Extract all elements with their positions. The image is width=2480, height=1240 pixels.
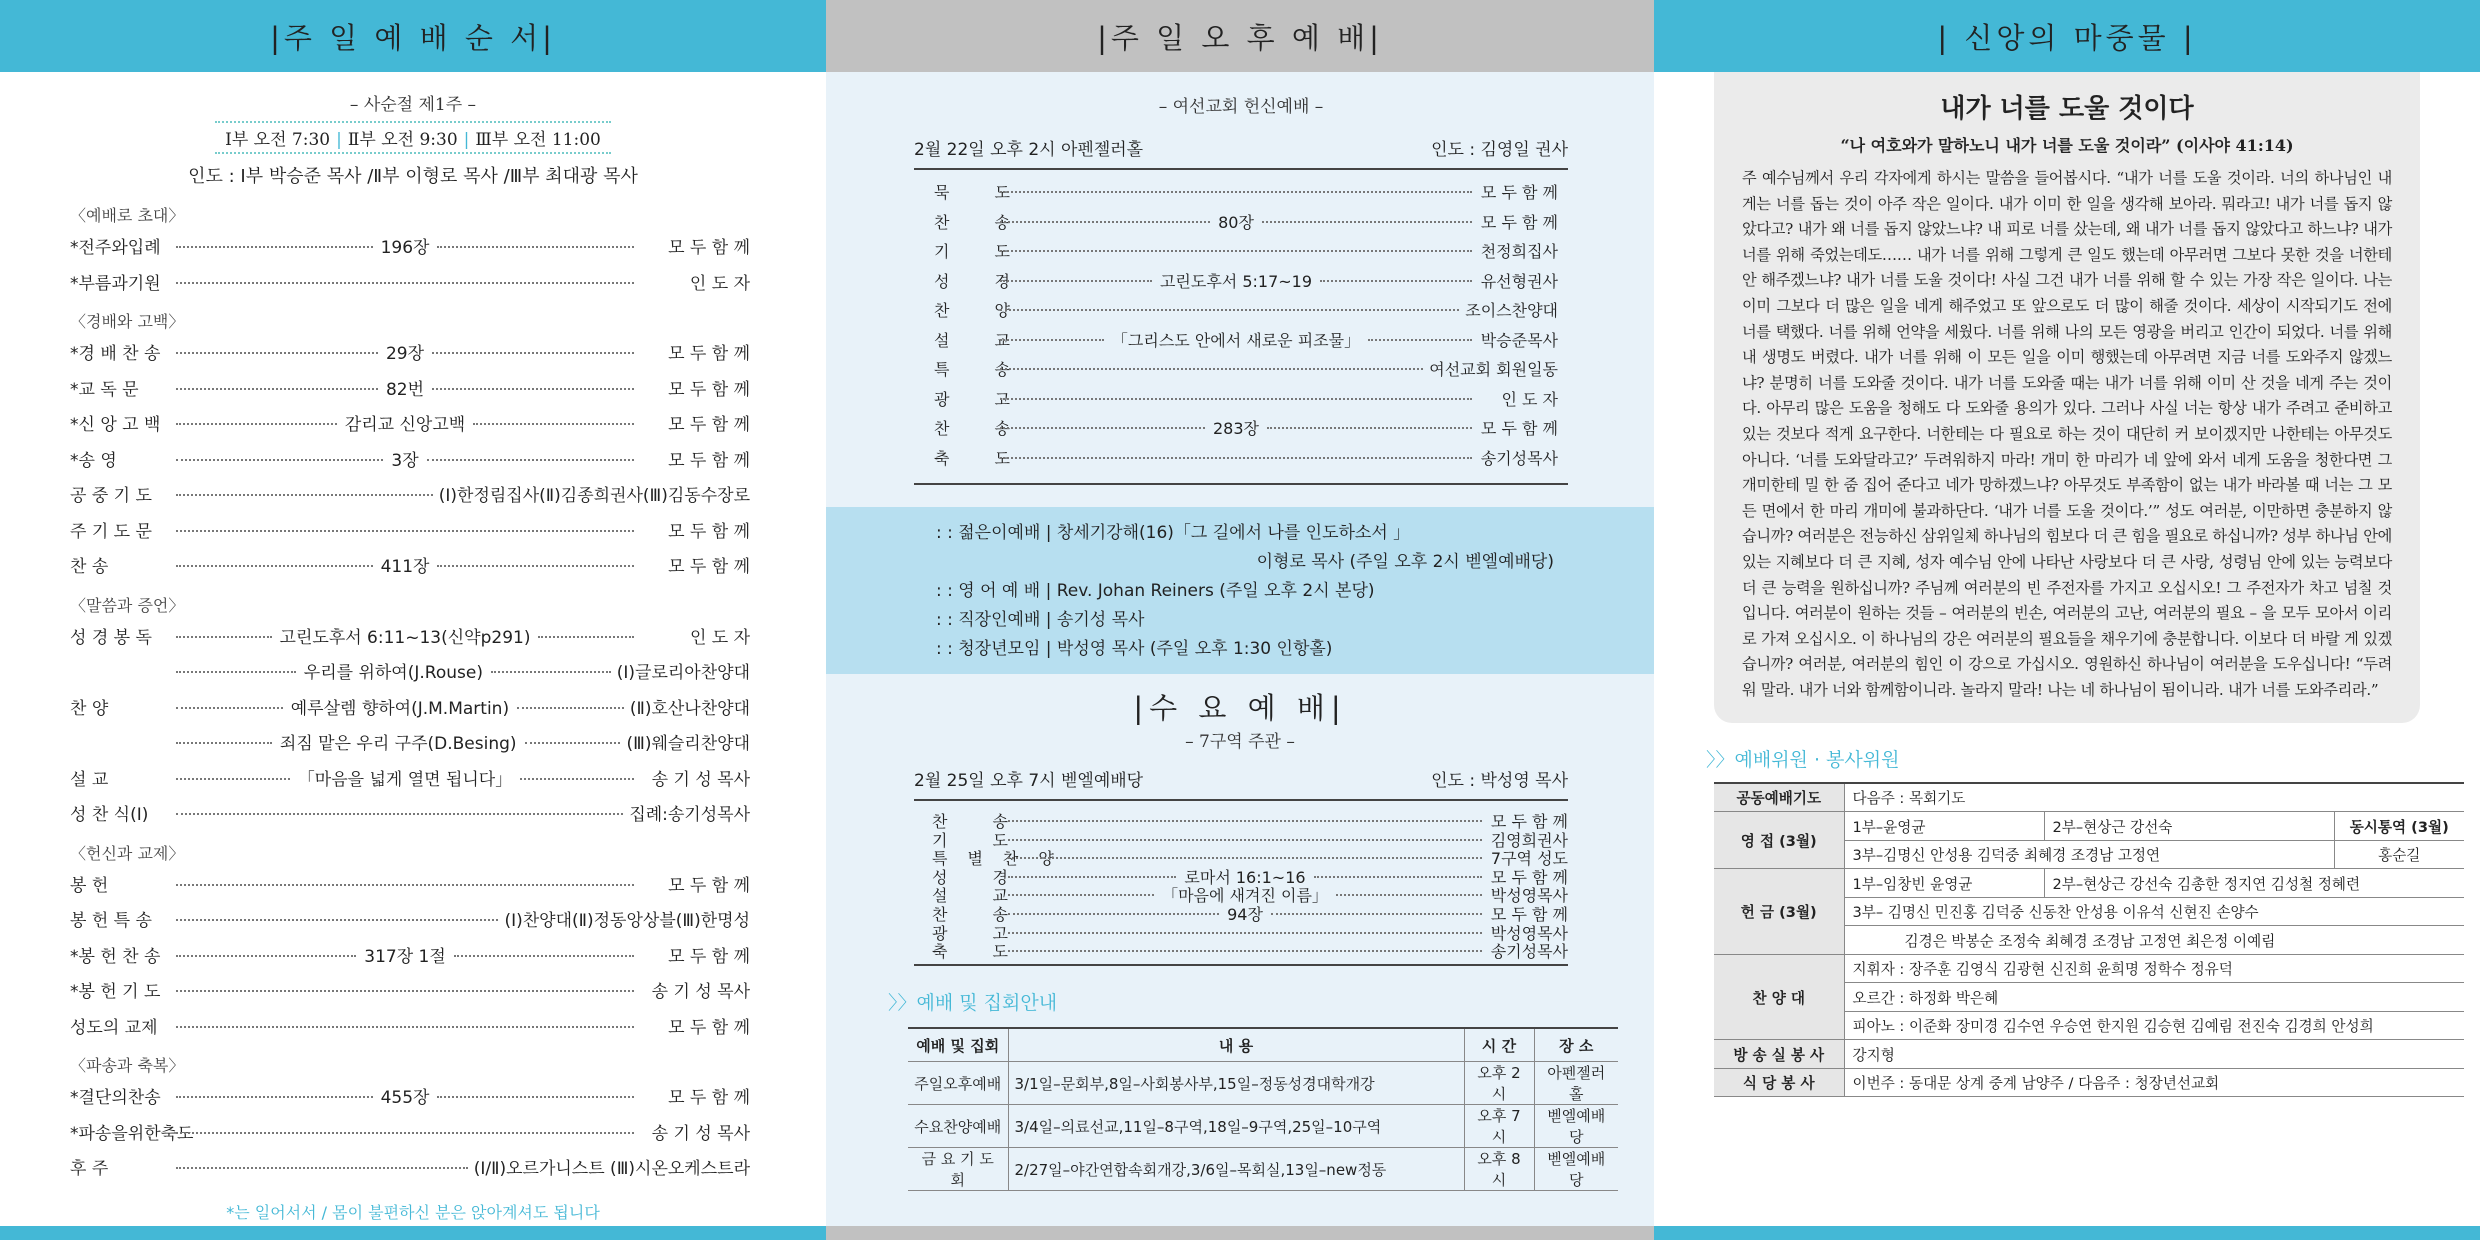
staff-section-title: 〉〉예배위원 · 봉사위원 — [1706, 749, 1900, 772]
dot-leader — [454, 955, 634, 957]
order-item-name: 기 도 — [932, 830, 1028, 850]
order-item-detail: 고린도후서 6:11~13(신약p291) — [279, 627, 531, 648]
order-item-name: 성 경 — [934, 271, 1030, 291]
order-item-person: 모 두 함 께 — [668, 344, 750, 364]
order-item-name: 기 도 — [934, 242, 1030, 261]
table-cell: 이번주 : 동대문 상계 중계 남양주 / 다음주 : 청장년선교회 — [1844, 1068, 2464, 1097]
dot-leader — [1000, 427, 1205, 429]
separator: | — [336, 130, 342, 150]
dot-leader — [176, 1132, 634, 1134]
service-time: Ⅰ부 오전 7:30 — [225, 130, 331, 150]
order-item-name: 설 교 — [934, 330, 1030, 350]
order-row — [70, 623, 750, 659]
order-item-person: (Ⅰ/Ⅱ)오르가니스트 (Ⅲ)시온오케스트라 — [473, 1159, 750, 1179]
table-row — [1714, 812, 2464, 841]
order-item-person: 모 두 함 께 — [668, 238, 750, 258]
table-cell: 오후 2시 — [1464, 1062, 1534, 1105]
dot-leader — [1000, 368, 1423, 370]
order-item-name: 찬 송 — [70, 557, 109, 577]
order-item-person: 모 두 함 께 — [668, 521, 750, 542]
service-date: 2월 22일 오후 2시 아펜젤러홀 — [914, 140, 1144, 160]
order-item-person: 송 기 성 목사 — [651, 1123, 750, 1144]
order-item-detail: 고린도후서 5:17~19 — [1159, 271, 1313, 291]
dot-leader — [176, 388, 378, 390]
table-row — [908, 1148, 1618, 1191]
meetings-table — [908, 1027, 1618, 1192]
order-item-detail: 3장 — [391, 450, 419, 471]
dot-leader — [176, 955, 356, 957]
order-item-detail: 로마서 16:1~16 — [1184, 867, 1306, 887]
order-item-person: (Ⅰ)한정림집사(Ⅱ)김종희권사(Ⅲ)김동수장로 — [438, 486, 750, 506]
devotional-title: 내가 너를 도울 것이다 — [1940, 94, 2194, 124]
table-cell: 강지형 — [1844, 1040, 2464, 1069]
order-row — [70, 977, 750, 1013]
order-row — [934, 416, 1558, 446]
panel-header: | 신앙의 마중물 | — [1654, 0, 2480, 72]
order-item-name: 찬 송 — [934, 419, 1030, 438]
order-item-person: 모 두 함 께 — [1480, 419, 1558, 438]
dot-leader — [176, 813, 623, 815]
dot-leader — [1271, 913, 1482, 915]
order-row — [70, 410, 750, 446]
table-cell: 3부– 김명신 민진홍 김덕중 신동찬 안성용 이유석 신현진 손양수 — [1844, 897, 2464, 926]
order-item-person: 모 두 함 께 — [668, 1088, 750, 1108]
order-row — [934, 387, 1558, 417]
dot-leader — [1000, 398, 1472, 400]
dot-leader — [176, 1026, 634, 1028]
order-row — [932, 828, 1568, 850]
table-cell: 벧엘예배당 — [1534, 1148, 1618, 1191]
order-item-person: 모 두 함 께 — [668, 415, 751, 435]
table-cell: 3부–김명신 안성용 김덕중 최혜경 조경남 고정연 — [1844, 840, 2334, 869]
order-row — [934, 298, 1558, 328]
table-header: 장 소 — [1534, 1028, 1618, 1062]
wednesday-date: 2월 25일 오후 7시 벧엘예배당 — [914, 771, 1144, 791]
order-item-person: 박성영목사 — [1490, 923, 1568, 943]
order-item-name: *전주와입례 — [70, 238, 161, 258]
order-row — [70, 517, 750, 553]
service-times — [215, 121, 611, 154]
table-cell: 3/4일–의료선교,11일–8구역,18일–9구역,25일–10구역 — [1008, 1105, 1464, 1148]
dot-leader — [491, 671, 611, 673]
table-cell: 2부–현상근 강선숙 — [2044, 812, 2334, 841]
table-cell: 2/27일–야간연합속회개강,3/6일–목회실,13일–new정동 — [1008, 1148, 1464, 1191]
order-row — [70, 1119, 750, 1155]
order-item-person: 모 두 함 께 — [668, 875, 750, 896]
order-item-name: 성도의 교제 — [70, 1017, 158, 1038]
order-item-name: *송 영 — [70, 450, 117, 471]
dot-leader — [1000, 191, 1472, 193]
order-item-person: (Ⅰ)글로리아찬양대 — [616, 663, 750, 683]
order-item-name: *결단의찬송 — [70, 1088, 161, 1108]
dot-leader — [1000, 339, 1104, 341]
order-item-name: 설 교 — [70, 769, 109, 790]
order-item-name: 봉 헌 — [70, 875, 109, 896]
table-cell: 1부–임창빈 윤영균 — [1844, 869, 2044, 898]
afternoon-order-list — [914, 170, 1568, 485]
dot-leader — [176, 707, 283, 709]
wednesday-order-list — [914, 801, 1568, 966]
order-item-name: 성 찬 식(Ⅰ) — [70, 805, 149, 825]
dot-leader — [176, 919, 498, 921]
order-item-person: 모 두 함 께 — [668, 557, 750, 577]
season-label: – 사순절 제1주 – — [349, 95, 477, 115]
wednesday-info — [914, 766, 1568, 801]
order-row — [934, 328, 1558, 358]
order-item-name: 공 중 기 도 — [70, 486, 152, 506]
order-item-person: (Ⅲ)웨슬리찬양대 — [626, 734, 750, 754]
dot-leader — [1000, 250, 1472, 252]
wednesday-subtitle: – 7구역 주관 – — [1185, 732, 1295, 752]
order-item-name: 설 교 — [932, 886, 1028, 906]
table-cell: 오후 8시 — [1464, 1148, 1534, 1191]
order-item-person: 여선교회 회원일동 — [1429, 360, 1558, 379]
order-row — [70, 1154, 750, 1190]
order-item-person: 모 두 함 께 — [668, 1017, 750, 1038]
footer-bar — [0, 1226, 826, 1240]
table-cell: 오후 7시 — [1464, 1105, 1534, 1148]
band-line: : : 젊은이예배 | 창세기강해(16)「그 길에서 나를 인도하소서 」 — [936, 523, 1411, 543]
order-item-name: 봉 헌 특 송 — [70, 911, 152, 931]
order-row — [70, 871, 750, 907]
order-item-detail: 196장 — [380, 238, 430, 258]
table-cell: 동시통역 (3월) — [2334, 812, 2464, 841]
order-item-detail: 「마음에 새겨진 이름」 — [1162, 886, 1328, 906]
order-item-name: *부름과기원 — [70, 273, 161, 294]
order-item-name: *봉 헌 찬 송 — [70, 946, 161, 967]
order-item-detail: 예루살렘 향하여(J.M.Martin) — [290, 698, 510, 719]
order-item-name: *경 배 찬 송 — [70, 344, 161, 364]
order-item-name: 후 주 — [70, 1159, 109, 1179]
table-cell: 아펜젤러홀 — [1534, 1062, 1618, 1105]
dot-leader — [432, 388, 634, 390]
order-row — [70, 658, 750, 694]
table-cell: 벧엘예배당 — [1534, 1105, 1618, 1148]
service-info — [914, 135, 1568, 170]
order-item-detail: 283장 — [1213, 419, 1259, 438]
order-item-person: 송기성목사 — [1480, 448, 1558, 468]
dot-leader — [437, 1096, 634, 1098]
order-item-person: 인 도 자 — [1501, 389, 1558, 409]
order-item-person: 송 기 성 목사 — [651, 982, 750, 1002]
table-cell: 3/1일–문회부,8일–사회봉사부,15일–정동성경대학개강 — [1008, 1062, 1464, 1105]
dot-leader — [538, 636, 634, 638]
order-item-name: 광 고 — [934, 389, 1030, 409]
dot-leader — [437, 246, 634, 248]
order-item-person: 모 두 함 께 — [1490, 867, 1568, 887]
band-line: 이형로 목사 (주일 오후 2시 벧엘예배당) — [1256, 552, 1554, 572]
order-item-detail: 455장 — [380, 1088, 430, 1108]
order-row — [70, 446, 750, 482]
order-item-detail: 29장 — [385, 344, 425, 364]
order-item-person: 모 두 함 께 — [668, 946, 751, 967]
dot-leader — [1336, 894, 1482, 896]
band-line: : : 직장인예배 | 송기성 목사 — [936, 610, 1145, 630]
order-item-detail: 317장 1절 — [364, 946, 446, 967]
row-label: 공동예배기도 — [1714, 783, 1844, 812]
table-cell: 1부–윤영균 — [1844, 812, 2044, 841]
service-time: Ⅱ부 오전 9:30 — [347, 130, 458, 150]
row-label: 방 송 실 봉 사 — [1714, 1040, 1844, 1069]
order-row — [70, 1013, 750, 1049]
footer-bar — [1654, 1226, 2480, 1240]
dot-leader — [176, 246, 373, 248]
order-item-name: 성 경 봉 독 — [70, 627, 152, 648]
order-item-person: 송 기 성 목사 — [651, 769, 750, 790]
order-item-name: 찬 송 — [932, 904, 1028, 924]
order-item-person: 송기성목사 — [1490, 942, 1568, 962]
row-label: 식 당 봉 사 — [1714, 1068, 1844, 1097]
order-row — [70, 375, 750, 411]
section-title: 〈예배로 초대〉 — [70, 206, 185, 225]
dot-leader — [427, 459, 634, 461]
dot-leader — [1008, 876, 1176, 878]
order-item-detail: 감리교 신앙고백 — [344, 415, 466, 435]
order-item-person: 천정희집사 — [1480, 242, 1558, 261]
order-item-detail: 우리를 위하여(J.Rouse) — [303, 663, 483, 683]
order-item-name: 찬 송 — [932, 812, 1028, 831]
dot-leader — [176, 990, 634, 992]
dot-leader — [176, 742, 272, 744]
order-row — [934, 269, 1558, 299]
order-row — [70, 233, 750, 269]
table-row — [1714, 869, 2464, 898]
order-row — [70, 269, 750, 305]
table-header: 시 간 — [1464, 1028, 1534, 1062]
table-header-row — [908, 1028, 1618, 1062]
table-cell: 2부–현상근 강선숙 김총한 정지연 김성철 정혜련 — [2044, 869, 2464, 898]
footer-bar — [826, 1226, 1654, 1240]
devotional-body: 주 예수님께서 우리 각자에게 하시는 말씀을 들어봅시다. “내가 너를 도울 것이라. 너의 하나님인 내게는 너를 돕는 것이 아주 작은 일이다. 내가 이미 한 일을 생각해 보아라. 뭐라고! 내가 너를 돕지 않았다고? 내가 왜 너를 돕지 않았느냐? 내 피로 너를 샀는데, 왜 내가 너를 돕지 않았다고 하느냐? 내가 너를 위해 죽었는데도…… 내가 너를 위해 그렇게 큰 일도 했는데 아무러면 그보다 못한 것을 너한테 안 해주겠느냐? 내가 너를 도울 것이다! 사실 그건 내가 너를 위해 할 수 있는 가장 작은 일이다. 나는 이미 그보다 더 많은 일을 네게 해주었고 또 앞으로도 더 많이 해줄 것이다. 세상이 시작되기도 전에 너를 택했다. 너를 위해 언약을 세웠다. 너를 위해 나의 모든 영광을 버리고 인간이 되었다. 너를 위해 내 생명도 버렸다. 내가 너를 위해 이 모든 일을 이미 행했는데 아무려면 지금 너를 도와주지 않겠느냐? 분명히 너를 도와줄 것이다. 내가 너를 도와줄 때는 내가 너를 위해 이미 산 것을 네게 주는 것이다. 아무리 많은 도움을 청해도 다 도와줄 용의가 있다. 그러나 사실 너는 항상 내가 주려고 준비하고 있는 것보다 적게 요구한다. 너한테는 다 필요로 하는 것이 대단히 커 보이겠지만 나한테는 아무것도 아니다. ‘너를 도와달라고?’ 두려워하지 마라! 개미 한 마리가 네 앞에 와서 네게 도움을 청한다면 그 개미한테 밀 한 줌 집어 준다고 네가 망하겠느냐? 아무것도 부족함이 없는 내가 바라볼 때 너는 그 모든 면에서 한 마리 개미에 불과하단다. ‘내가 너를 도울 것이다.’” 성도 여러분, 이만하면 충분하지 않습니까? 여러분은 전능하신 삼위일체 하나님의 힘보다 더 큰 힘을 필요로 하십니까? 성부 하나님 안에 있는 지혜보다 더 큰 지혜, 성자 예수님 안에 나타난 사랑보다 더 큰 사랑, 성령님 안에 있는 능력보다 더 큰 능력을 원하십니까? 주님께 여러분의 빈 주전자를 가지고 오십시오! 그 주전자가 차고 넘칠 것입니다. 여러분이 원하는 것들 – 여러분의 빈손, 여러분의 고난, 여러분의 필요 – 을 모두 모아서 이리로 가져 오십시오. 이 하나님의 강은 여러분의 필요들을 채우기에 충분합니다. 이보다 더 바랄 게 있겠습니까? 여러분, 여러분의 힘인 이 강으로 가십시오. 영원하신 하나님이 여러분을 도우십니다! “두려워 말라. 내가 너와 함께함이니라. 놀라지 말라! 나는 네 하나님이 됨이니라. 내가 너를 도와주리라.” — [1742, 169, 2392, 699]
row-label: 영 접 (3월) — [1714, 812, 1844, 869]
wednesday-leader: 인도 : 박성영 목사 — [1431, 771, 1568, 791]
staff-table — [1714, 782, 2464, 1097]
order-item-person: 인 도 자 — [689, 627, 751, 648]
order-row — [932, 809, 1568, 831]
dot-leader — [432, 352, 634, 354]
dot-leader — [1314, 876, 1482, 878]
dot-leader — [176, 282, 634, 284]
dot-leader — [1368, 339, 1472, 341]
order-list — [0, 198, 826, 1190]
order-item-name: *파송을위한축도 — [70, 1123, 194, 1144]
order-item-person: 모 두 함 께 — [668, 450, 750, 471]
order-row — [932, 865, 1568, 887]
order-row — [932, 846, 1568, 869]
order-row — [70, 729, 750, 765]
band-line: : : 청장년모임 | 박성영 목사 (주일 오후 1:30 인항홀) — [936, 639, 1333, 659]
order-item-detail: 82번 — [385, 379, 425, 400]
dot-leader — [176, 778, 290, 780]
order-of-worship-panel — [0, 0, 826, 1240]
service-subtitle: – 여선교회 헌신예배 – — [1158, 97, 1324, 117]
dot-leader — [176, 459, 383, 461]
order-item-person: 집례:송기성목사 — [629, 805, 750, 825]
dot-leader — [1320, 280, 1472, 282]
table-cell: 오르간 : 하정화 박은혜 — [1844, 983, 2464, 1012]
dot-leader — [1008, 857, 1482, 859]
standing-note: *는 일어서서 / 몸이 불편하신 분은 앉아계셔도 됩니다 — [226, 1202, 600, 1222]
table-row — [1714, 1040, 2464, 1069]
table-cell: 피아노 : 이준화 장미경 김수연 우승연 한지원 김승현 김예림 전진숙 김경희 안성희 — [1844, 1011, 2464, 1040]
table-cell: 다음주 : 목회기도 — [1844, 783, 2464, 812]
table-cell: 지휘자 : 장주훈 김영식 김광현 신진희 윤희명 정학수 정유덕 — [1844, 954, 2464, 983]
worship-leaders: 인도 : Ⅰ부 박승준 목사 /Ⅱ부 이형로 목사 /Ⅲ부 최대광 목사 — [188, 166, 638, 187]
info-section-title: 〉〉예배 및 집회안내 — [888, 991, 1058, 1014]
dot-leader — [1008, 839, 1482, 841]
panel-header: |주 일 예 배 순 서| — [0, 0, 826, 72]
order-item-person: 모 두 함 께 — [1480, 183, 1558, 202]
order-item-person: 인 도 자 — [689, 273, 750, 294]
table-row — [908, 1105, 1618, 1148]
row-label: 헌 금 (3월) — [1714, 869, 1844, 955]
dot-leader — [1000, 280, 1152, 282]
dot-leader — [176, 352, 378, 354]
dot-leader — [1000, 309, 1459, 311]
order-item-name: 축 도 — [934, 448, 1030, 468]
band-line: : : 영 어 예 배 | Rev. Johan Reiners (주일 오후 2시 본당) — [936, 581, 1375, 601]
service-time: Ⅲ부 오전 11:00 — [475, 130, 601, 150]
dot-leader — [473, 423, 634, 425]
order-item-detail: 94장 — [1227, 904, 1263, 924]
order-item-name: 광 고 — [932, 923, 1028, 943]
order-row — [70, 1083, 750, 1119]
order-row — [934, 239, 1558, 269]
order-item-name: 찬 송 — [934, 212, 1030, 232]
order-item-person: 모 두 함 께 — [1490, 812, 1568, 831]
dot-leader — [525, 742, 621, 744]
dot-leader — [520, 778, 634, 780]
order-row — [932, 902, 1569, 924]
table-cell: 홍순길 — [2334, 840, 2464, 869]
table-header: 예배 및 집회 — [908, 1028, 1008, 1062]
dot-leader — [176, 565, 373, 567]
table-row — [908, 1062, 1618, 1105]
service-leader: 인도 : 김영일 권사 — [1431, 140, 1568, 160]
dot-leader — [176, 1096, 373, 1098]
dot-leader — [1008, 913, 1219, 915]
order-item-person: (Ⅰ)찬양대(Ⅱ)정동앙상블(Ⅲ)한명성 — [504, 911, 750, 931]
order-item-detail: 「그리스도 안에서 새로운 피조물」 — [1111, 330, 1361, 350]
section-title: 〈헌신과 교제〉 — [70, 843, 185, 863]
order-row — [70, 800, 750, 836]
table-cell: 수요찬양예배 — [908, 1105, 1008, 1148]
table-cell: 금 요 기 도 회 — [908, 1148, 1008, 1191]
other-services-band — [826, 507, 1654, 674]
section-title: 〈경배와 고백〉 — [70, 312, 185, 331]
table-row — [1714, 1068, 2464, 1097]
order-item-name: *교 독 문 — [70, 379, 139, 400]
dot-leader — [1000, 457, 1472, 459]
dot-leader — [1000, 221, 1210, 223]
order-item-person: 박승준목사 — [1480, 330, 1558, 350]
order-item-detail: 411장 — [380, 557, 430, 577]
order-item-person: 모 두 함 께 — [668, 379, 750, 400]
dot-leader — [1262, 221, 1472, 223]
order-row — [70, 481, 750, 517]
order-row — [932, 939, 1568, 962]
order-item-person: (Ⅱ)호산나찬양대 — [629, 698, 750, 719]
order-item-person: 유선형권사 — [1480, 271, 1558, 291]
order-item-name: 성 경 — [932, 867, 1028, 887]
order-item-name: 특 송 — [934, 360, 1030, 379]
order-item-name: 특별찬양 — [932, 849, 1074, 869]
table-header: 내 용 — [1008, 1028, 1464, 1062]
dot-leader — [176, 884, 634, 886]
wednesday-title: |수 요 예 배| — [1133, 691, 1347, 725]
table-cell: 주일오후예배 — [908, 1062, 1008, 1105]
dot-leader — [1008, 932, 1482, 934]
order-row — [934, 210, 1558, 240]
order-item-detail: 죄짐 맡은 우리 구주(D.Besing) — [279, 734, 517, 754]
dot-leader — [437, 565, 634, 567]
order-item-name: *신 앙 고 백 — [70, 415, 161, 435]
order-row — [934, 446, 1558, 476]
order-item-name: *봉 헌 기 도 — [70, 982, 161, 1002]
dot-leader — [1008, 950, 1482, 952]
order-item-name: 주 기 도 문 — [70, 521, 152, 542]
order-item-person: 김영희권사 — [1490, 830, 1568, 850]
section-title: 〈파송과 축복〉 — [70, 1056, 185, 1075]
dot-leader — [176, 1167, 468, 1169]
devotional-box — [1714, 72, 2420, 723]
dot-leader — [176, 494, 433, 496]
order-item-detail: 「마음을 넓게 열면 됩니다」 — [297, 769, 513, 790]
order-row — [934, 357, 1558, 387]
order-row — [70, 552, 750, 588]
row-label: 찬 양 대 — [1714, 954, 1844, 1040]
order-item-person: 모 두 함 께 — [1480, 212, 1559, 232]
order-row — [934, 180, 1558, 210]
dot-leader — [176, 671, 296, 673]
dot-leader — [176, 530, 634, 532]
devotional-panel — [1654, 0, 2480, 1240]
table-cell: 김경은 박봉순 조정숙 최혜경 조경남 고정연 최은정 이예림 — [1844, 926, 2464, 955]
dot-leader — [517, 707, 624, 709]
table-row — [1714, 954, 2464, 983]
order-row — [70, 906, 750, 942]
order-item-person: 박성영목사 — [1490, 886, 1569, 906]
section-title: 〈말씀과 증언〉 — [70, 595, 185, 615]
dot-leader — [176, 636, 272, 638]
devotional-verse: “나 여호와가 말하노니 내가 너를 도울 것이라” (이사야 41:14) — [1840, 136, 2294, 155]
order-item-person: 7구역 성도 — [1490, 849, 1568, 869]
panel-header: |주 일 오 후 예 배| — [826, 0, 1654, 72]
separator: | — [463, 130, 470, 150]
order-row — [70, 694, 750, 730]
dot-leader — [1008, 894, 1154, 896]
afternoon-service-panel — [826, 0, 1654, 1240]
dot-leader — [176, 423, 337, 425]
order-item-name: 찬 양 — [934, 301, 1030, 320]
order-row — [70, 339, 750, 375]
order-item-person: 모 두 함 께 — [1490, 904, 1569, 924]
order-item-detail: 80장 — [1218, 212, 1254, 232]
dot-leader — [1267, 427, 1472, 429]
order-row — [932, 883, 1569, 906]
dot-leader — [1008, 820, 1482, 822]
order-item-person: 조이스찬양대 — [1465, 301, 1558, 320]
order-row — [70, 765, 750, 801]
table-row — [1714, 783, 2464, 812]
order-row — [70, 942, 750, 978]
order-item-name: 묵 도 — [934, 183, 1030, 202]
order-item-name: 축 도 — [932, 942, 1028, 962]
order-item-name: 찬 양 — [70, 698, 109, 719]
